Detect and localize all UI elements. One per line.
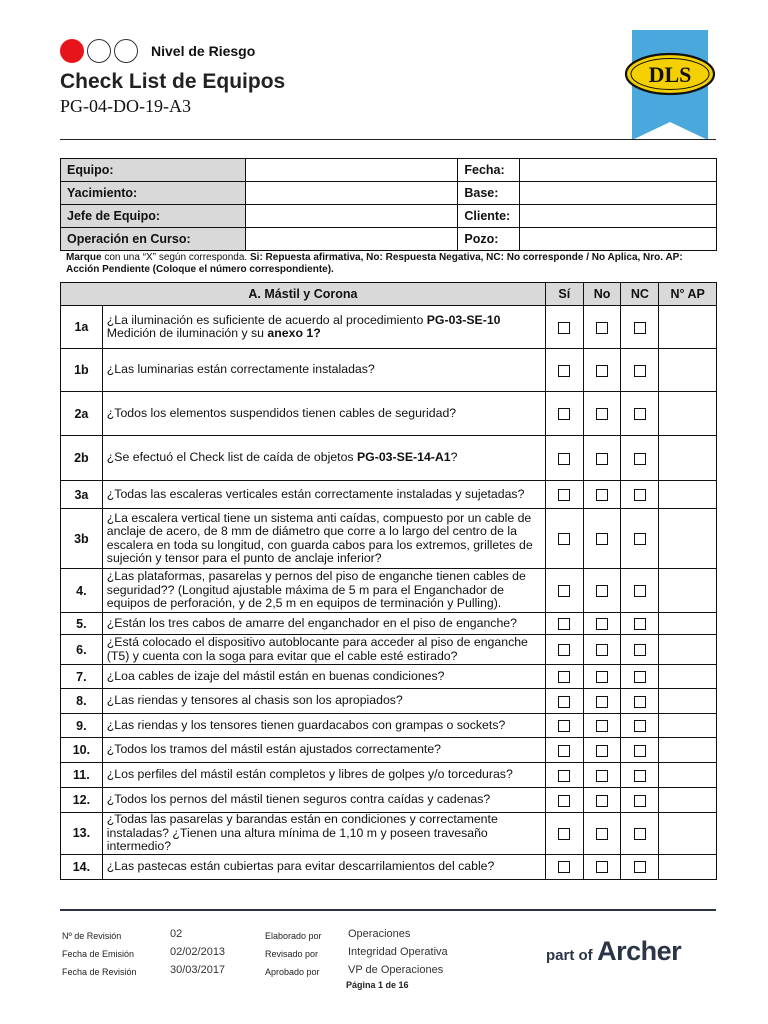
checklist-row <box>61 613 717 635</box>
checkbox-si[interactable] <box>558 453 570 465</box>
cell-no <box>583 854 621 879</box>
checkbox-no[interactable] <box>596 322 608 334</box>
item-question <box>102 738 545 763</box>
checkbox-si[interactable] <box>558 408 570 420</box>
question-text: ¿Loa cables de izaje del mástil están en buenas condiciones? <box>106 668 445 683</box>
cell-nc <box>621 613 659 635</box>
ap-number-field[interactable] <box>659 813 717 855</box>
checkbox-nc[interactable] <box>634 644 646 656</box>
cell-si <box>545 436 583 481</box>
risk-medium-indicator <box>87 39 111 63</box>
cell-no <box>583 635 621 665</box>
aprobado-label: Aprobado por <box>265 967 320 977</box>
col-ap-header: N° AP <box>659 283 717 306</box>
ap-number-field[interactable] <box>659 613 717 635</box>
info-row <box>61 182 717 205</box>
operacion-label: Operación en Curso: <box>61 228 246 251</box>
checkbox-nc[interactable] <box>634 745 646 757</box>
cell-si <box>545 509 583 569</box>
cell-si <box>545 665 583 689</box>
cell-si <box>545 763 583 788</box>
cell-no <box>583 763 621 788</box>
cell-no <box>583 436 621 481</box>
question-text: ¿Se efectuó el Check list de caída de objetos <box>106 450 357 465</box>
cell-si <box>545 635 583 665</box>
brand-part: part of <box>546 947 593 964</box>
checkbox-nc[interactable] <box>634 720 646 732</box>
yacimiento-label: Yacimiento: <box>61 182 246 205</box>
ap-number-field[interactable] <box>659 481 717 509</box>
checkbox-nc[interactable] <box>634 618 646 630</box>
cell-nc <box>621 635 659 665</box>
checkbox-si[interactable] <box>558 322 570 334</box>
rev-label: Nº de Revisión <box>62 931 122 941</box>
jefe-equipo-label: Jefe de Equipo: <box>61 205 246 228</box>
cell-nc <box>621 509 659 569</box>
item-number: 9. <box>61 714 103 738</box>
question-text: ¿Todas las pasarelas y barandas están en condiciones y correctamente instaladas? ¿Tienen una altura mínima de 1,10 m y poseen travesaño intermedio? <box>106 812 498 853</box>
cell-si <box>545 854 583 879</box>
info-row <box>61 159 717 182</box>
cell-si <box>545 689 583 714</box>
operacion-field[interactable] <box>245 228 458 251</box>
checkbox-nc[interactable] <box>634 770 646 782</box>
item-question <box>102 714 545 738</box>
checklist-row <box>61 763 717 788</box>
cliente-label: Cliente: <box>458 205 520 228</box>
item-question <box>102 788 545 813</box>
equipo-label: Equipo: <box>61 159 246 182</box>
brand-name: Archer <box>597 936 682 966</box>
cell-no <box>583 392 621 436</box>
info-table <box>60 158 717 251</box>
cell-no <box>583 788 621 813</box>
item-number: 1a <box>61 306 103 349</box>
checkbox-no[interactable] <box>596 696 608 708</box>
item-number: 4. <box>61 569 103 613</box>
checklist-row <box>61 665 717 689</box>
question-text: ¿Todos los pernos del mástil tienen seguros contra caídas y cadenas? <box>106 792 491 807</box>
cell-no <box>583 306 621 349</box>
checkbox-no[interactable] <box>596 671 608 683</box>
ap-number-field[interactable] <box>659 665 717 689</box>
revision-label: Fecha de Revisión <box>62 967 137 977</box>
ap-number-field[interactable] <box>659 509 717 569</box>
section-title: A. Mástil y Corona <box>61 283 546 306</box>
checkbox-nc[interactable] <box>634 696 646 708</box>
ap-number-field[interactable] <box>659 689 717 714</box>
checklist-row <box>61 306 717 349</box>
cell-si <box>545 481 583 509</box>
checkbox-si[interactable] <box>558 585 570 597</box>
checkbox-no[interactable] <box>596 453 608 465</box>
item-number: 10. <box>61 738 103 763</box>
item-question <box>102 569 545 613</box>
cell-si <box>545 714 583 738</box>
question-text: ¿Las riendas y tensores al chasis son los apropiados? <box>106 693 403 708</box>
instructions-marque: Marque <box>66 252 102 263</box>
checklist-row <box>61 813 717 855</box>
cell-nc <box>621 392 659 436</box>
question-text: ? <box>450 450 458 465</box>
cell-no <box>583 613 621 635</box>
checklist-row <box>61 349 717 392</box>
item-number: 12. <box>61 788 103 813</box>
checkbox-si[interactable] <box>558 720 570 732</box>
checkbox-si[interactable] <box>558 533 570 545</box>
question-text: ¿Está colocado el dispositivo autoblocante para acceder al piso de enganche (T5) y cuenta con la soga para evitar que el cable esté estirado? <box>106 635 528 663</box>
cell-si <box>545 392 583 436</box>
cell-nc <box>621 714 659 738</box>
page-number: Página 1 de 16 <box>346 980 409 990</box>
checkbox-no[interactable] <box>596 644 608 656</box>
cell-no <box>583 349 621 392</box>
checkbox-no[interactable] <box>596 745 608 757</box>
cell-si <box>545 349 583 392</box>
item-question <box>102 392 545 436</box>
fecha-label: Fecha: <box>458 159 520 182</box>
col-no-header: No <box>583 283 621 306</box>
checkbox-si[interactable] <box>558 618 570 630</box>
ap-number-field[interactable] <box>659 854 717 879</box>
checkbox-no[interactable] <box>596 408 608 420</box>
question-text: ¿La escalera vertical tiene un sistema anti caídas, compuesto por un cable de anclaje de acero, de 8 mm de diámetro que corre a lo largo del centro de la escalera en toda su longitud, con guarda cabos para los extremos, grilletes de sujeción y tensor para el punto de anclaje inferior? <box>106 510 533 565</box>
instructions <box>66 252 716 275</box>
ap-number-field[interactable] <box>659 569 717 613</box>
question-text: ¿Las pastecas están cubiertas para evitar descarrilamientos del cable? <box>106 858 495 873</box>
checkbox-si[interactable] <box>558 770 570 782</box>
checklist-row <box>61 635 717 665</box>
checklist-table <box>60 282 717 880</box>
cell-nc <box>621 763 659 788</box>
aprobado-value: VP de Operaciones <box>348 964 444 976</box>
revisado-value: Integridad Operativa <box>348 946 448 958</box>
item-number: 13. <box>61 813 103 855</box>
cell-nc <box>621 436 659 481</box>
checkbox-si[interactable] <box>558 644 570 656</box>
base-field[interactable] <box>520 182 717 205</box>
checklist-row <box>61 569 717 613</box>
item-number: 14. <box>61 854 103 879</box>
footer-divider <box>60 909 716 911</box>
ap-number-field[interactable] <box>659 763 717 788</box>
ap-number-field[interactable] <box>659 392 717 436</box>
checkbox-si[interactable] <box>558 745 570 757</box>
item-number: 7. <box>61 665 103 689</box>
ap-number-field[interactable] <box>659 436 717 481</box>
page-title: Check List de Equipos <box>60 70 286 93</box>
ap-number-field[interactable] <box>659 788 717 813</box>
cell-no <box>583 738 621 763</box>
checklist-row <box>61 509 717 569</box>
ap-number-field[interactable] <box>659 738 717 763</box>
checkbox-no[interactable] <box>596 720 608 732</box>
emision-label: Fecha de Emisión <box>62 949 135 959</box>
col-nc-header: NC <box>621 283 659 306</box>
yacimiento-field[interactable] <box>245 182 458 205</box>
checklist-row <box>61 714 717 738</box>
item-number: 1b <box>61 349 103 392</box>
checkbox-nc[interactable] <box>634 861 646 873</box>
checkbox-nc[interactable] <box>634 828 646 840</box>
risk-level <box>60 38 255 64</box>
cell-si <box>545 569 583 613</box>
checkbox-no[interactable] <box>596 489 608 501</box>
item-number: 3a <box>61 481 103 509</box>
item-number: 2b <box>61 436 103 481</box>
item-question <box>102 813 545 855</box>
dls-logo <box>620 26 720 144</box>
checkbox-si[interactable] <box>558 671 570 683</box>
cell-no <box>583 509 621 569</box>
pozo-field[interactable] <box>520 228 717 251</box>
item-number: 11. <box>61 763 103 788</box>
info-row <box>61 205 717 228</box>
elaborado-label: Elaborado por <box>265 931 322 941</box>
logo-text: DLS <box>648 62 692 87</box>
checkbox-nc[interactable] <box>634 533 646 545</box>
instructions-legend: Si: Repuesta afirmativa, No: Respuesta Negativa, NC: No corresponde / No Aplica, Nro. AP: Acción Pendiente (Coloque el número correspondiente). <box>66 252 683 275</box>
item-question <box>102 665 545 689</box>
checkbox-nc[interactable] <box>634 489 646 501</box>
item-number: 2a <box>61 392 103 436</box>
checkbox-no[interactable] <box>596 861 608 873</box>
checkbox-no[interactable] <box>596 533 608 545</box>
revision-value: 30/03/2017 <box>170 964 226 976</box>
item-number: 5. <box>61 613 103 635</box>
question-text: ¿Están los tres cabos de amarre del enganchador en el piso de enganche? <box>106 615 517 630</box>
question-reference: anexo 1? <box>267 326 321 340</box>
question-text: ¿Todos los elementos suspendidos tienen cables de seguridad? <box>106 405 457 420</box>
question-text: ¿Las plataformas, pasarelas y pernos del piso de enganche tienen cables de seguridad?? (Longitud ajustable máxima de 5 m para el Enganchador de equipos de perforación, y de 2,5 m en equipos de terminación y Pulling). <box>106 569 526 611</box>
risk-high-indicator <box>60 39 84 63</box>
rev-value: 02 <box>170 928 183 940</box>
cell-si <box>545 738 583 763</box>
header-divider <box>60 139 716 140</box>
checklist-row <box>61 481 717 509</box>
checklist-header <box>61 283 717 306</box>
item-number: 6. <box>61 635 103 665</box>
checkbox-no[interactable] <box>596 365 608 377</box>
checklist-row <box>61 854 717 879</box>
risk-low-indicator <box>114 39 138 63</box>
checkbox-si[interactable] <box>558 795 570 807</box>
checklist-row <box>61 392 717 436</box>
item-question <box>102 509 545 569</box>
revisado-label: Revisado por <box>265 949 319 959</box>
checkbox-si[interactable] <box>558 828 570 840</box>
item-question <box>102 689 545 714</box>
elaborado-value: Operaciones <box>348 928 411 940</box>
question-text: ¿Todos los tramos del mástil están ajustados correctamente? <box>106 742 442 757</box>
cell-nc <box>621 665 659 689</box>
col-si-header: Sí <box>545 283 583 306</box>
checkbox-nc[interactable] <box>634 408 646 420</box>
item-question <box>102 481 545 509</box>
item-question <box>102 635 545 665</box>
question-text: ¿Los perfiles del mástil están completos y libres de golpes y/o torceduras? <box>106 767 513 782</box>
checklist-row <box>61 436 717 481</box>
cell-si <box>545 613 583 635</box>
checkbox-no[interactable] <box>596 795 608 807</box>
checkbox-nc[interactable] <box>634 365 646 377</box>
cell-nc <box>621 854 659 879</box>
cell-nc <box>621 349 659 392</box>
checkbox-si[interactable] <box>558 861 570 873</box>
question-text: ¿Las riendas y los tensores tienen guardacabos con grampas o sockets? <box>106 717 506 732</box>
cell-nc <box>621 738 659 763</box>
cell-no <box>583 689 621 714</box>
ap-number-field[interactable] <box>659 349 717 392</box>
question-text: Medición de iluminación y su <box>106 326 268 340</box>
checklist-row <box>61 689 717 714</box>
question-text: ¿La iluminación es suficiente de acuerdo al procedimiento <box>106 312 427 327</box>
checkbox-si[interactable] <box>558 365 570 377</box>
checkbox-nc[interactable] <box>634 453 646 465</box>
cell-no <box>583 481 621 509</box>
info-row <box>61 228 717 251</box>
fecha-field[interactable] <box>520 159 717 182</box>
cell-nc <box>621 569 659 613</box>
item-number: 8. <box>61 689 103 714</box>
ap-number-field[interactable] <box>659 635 717 665</box>
cell-no <box>583 569 621 613</box>
checkbox-si[interactable] <box>558 696 570 708</box>
cell-no <box>583 665 621 689</box>
checkbox-nc[interactable] <box>634 322 646 334</box>
emision-value: 02/02/2013 <box>170 946 226 958</box>
question-reference: PG-03-SE-10 <box>426 312 501 327</box>
checklist-row <box>61 788 717 813</box>
cell-si <box>545 306 583 349</box>
item-question <box>102 763 545 788</box>
item-question <box>102 854 545 879</box>
cell-si <box>545 813 583 855</box>
cell-nc <box>621 481 659 509</box>
cell-no <box>583 813 621 855</box>
checklist-row <box>61 738 717 763</box>
archer-logo <box>546 936 681 967</box>
instructions-text: con una “X” según corresponda. <box>101 252 250 263</box>
document-code: PG-04-DO-19-A3 <box>60 96 191 116</box>
checkbox-nc[interactable] <box>634 585 646 597</box>
ap-number-field[interactable] <box>659 306 717 349</box>
cell-si <box>545 788 583 813</box>
question-reference: PG-03-SE-14-A1 <box>356 450 451 465</box>
question-text: ¿Todas las escaleras verticales están correctamente instaladas y sujetadas? <box>106 486 525 501</box>
checkbox-no[interactable] <box>596 828 608 840</box>
checkbox-no[interactable] <box>596 770 608 782</box>
cell-no <box>583 714 621 738</box>
checkbox-no[interactable] <box>596 585 608 597</box>
question-text: ¿Las luminarias están correctamente instaladas? <box>106 362 375 377</box>
cell-nc <box>621 306 659 349</box>
item-question <box>102 306 545 349</box>
cell-nc <box>621 689 659 714</box>
risk-label: Nivel de Riesgo <box>151 43 256 59</box>
cell-nc <box>621 813 659 855</box>
base-label: Base: <box>458 182 520 205</box>
checkbox-nc[interactable] <box>634 795 646 807</box>
item-question <box>102 436 545 481</box>
item-question <box>102 613 545 635</box>
cliente-field[interactable] <box>520 205 717 228</box>
ap-number-field[interactable] <box>659 714 717 738</box>
checkbox-si[interactable] <box>558 489 570 501</box>
checkbox-no[interactable] <box>596 618 608 630</box>
item-question <box>102 349 545 392</box>
item-number: 3b <box>61 509 103 569</box>
jefe-equipo-field[interactable] <box>245 205 458 228</box>
equipo-field[interactable] <box>245 159 458 182</box>
pozo-label: Pozo: <box>458 228 520 251</box>
checkbox-nc[interactable] <box>634 671 646 683</box>
cell-nc <box>621 788 659 813</box>
